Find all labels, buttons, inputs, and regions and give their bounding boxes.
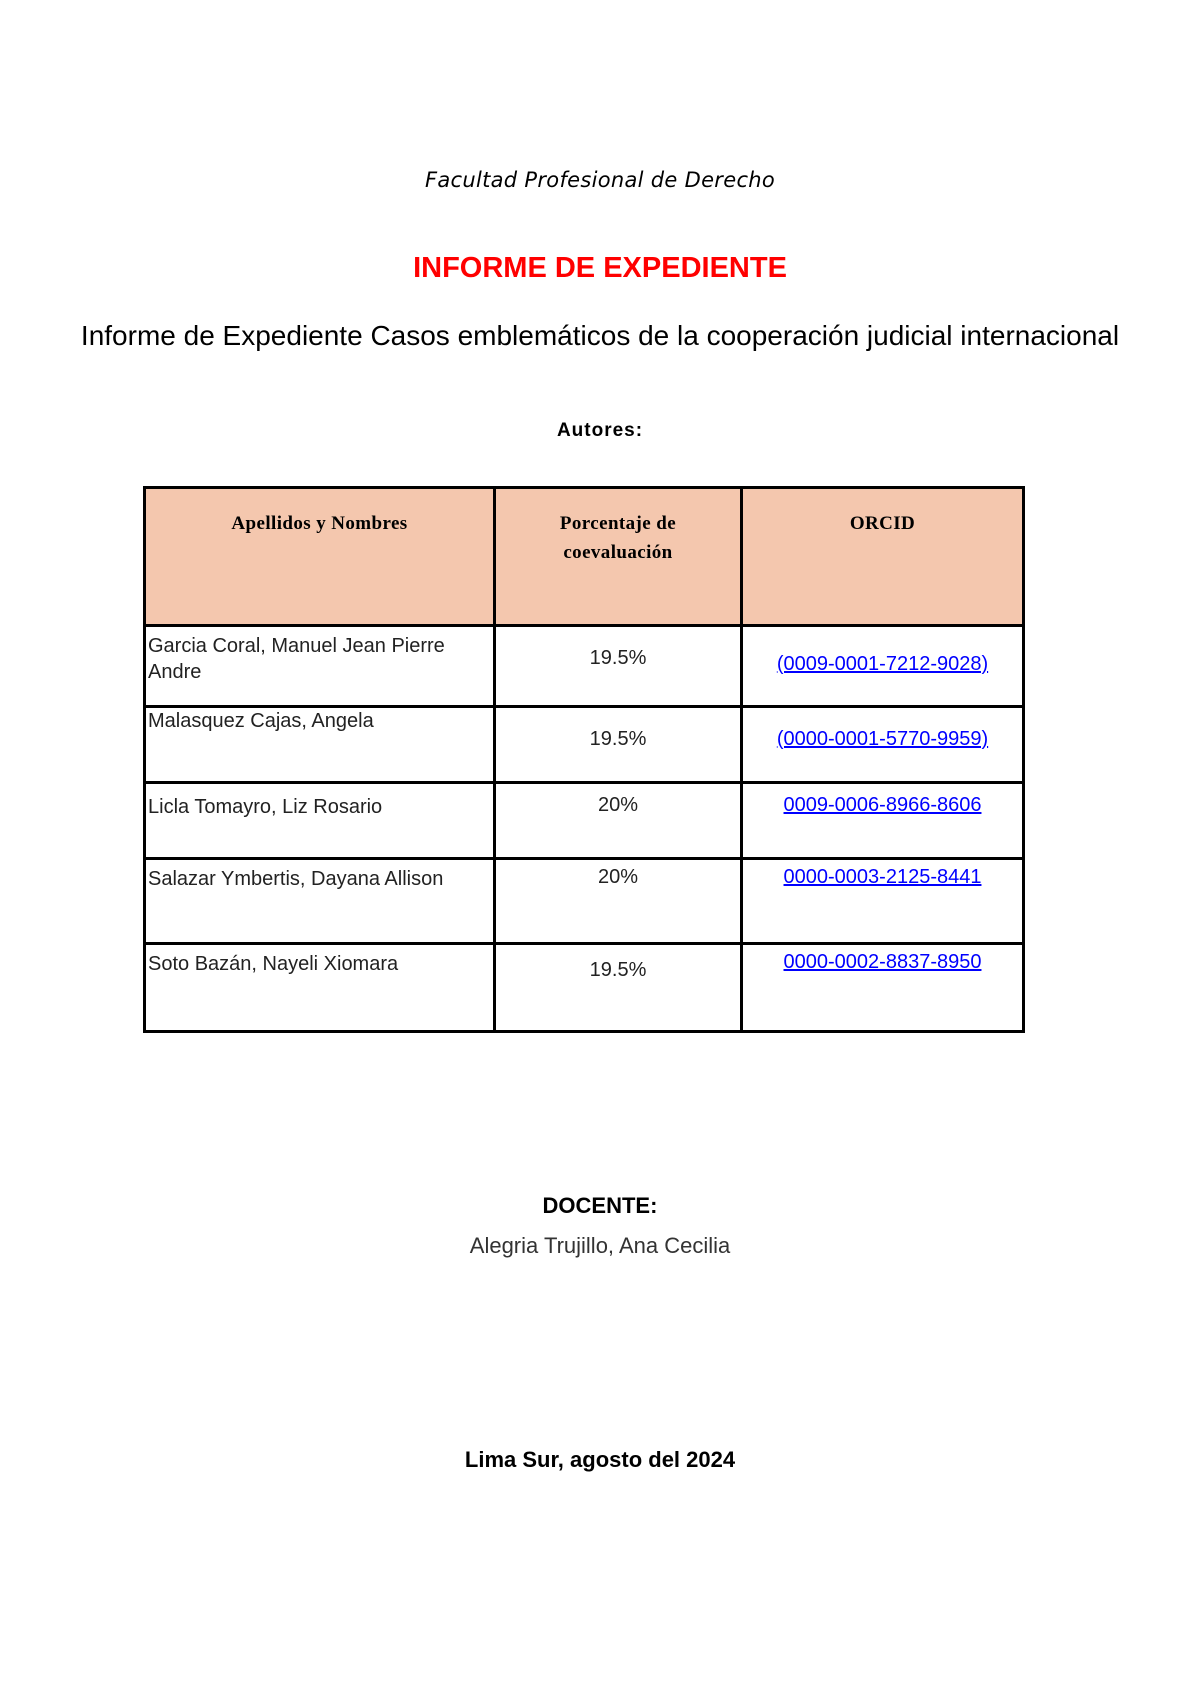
author-percent: 19.5% [496,708,743,784]
orcid-link[interactable]: 0000-0003-2125-8441 [783,866,982,888]
orcid-cell [743,708,1022,784]
column-header-percent [496,489,743,627]
document-subtitle: Informe de Expediente Casos emblemáticos de la cooperación judicial internacional [80,320,1120,351]
column-header-orcid: ORCID [743,489,1022,627]
author-percent: 19.5% [496,627,743,708]
docente-name: Alegria Trujillo, Ana Cecilia [469,1233,731,1258]
orcid-cell [743,860,1022,945]
orcid-link[interactable]: 0009-0006-8966-8606 [783,794,982,816]
table-row [146,860,1022,945]
orcid-link[interactable]: 0000-0002-8837-8950 [783,951,982,973]
document-title: INFORME DE EXPEDIENTE [413,252,787,284]
orcid-link[interactable]: (0000-0001-5770-9959) [776,728,989,750]
author-percent: 20% [496,860,743,945]
orcid-cell [743,945,1022,1030]
table-row [146,627,1022,708]
table-row [146,708,1022,784]
authors-label: Autores: [556,420,644,441]
author-name: Garcia Coral, Manuel Jean Pierre Andre [146,627,496,708]
authors-table [143,486,1025,1033]
author-percent: 20% [496,784,743,860]
author-name: Malasquez Cajas, Angela [146,708,496,784]
author-percent: 19.5% [496,945,743,1030]
faculty-name: Facultad Profesional de Derecho [424,168,776,192]
orcid-cell [743,784,1022,860]
author-name: Licla Tomayro, Liz Rosario [146,784,496,860]
author-name: Soto Bazán, Nayeli Xiomara [146,945,496,1030]
docente-label: DOCENTE: [542,1193,658,1218]
column-header-percent-text: Porcentaje de coevaluación [559,513,677,563]
table-header-row [146,489,1022,627]
place-date: Lima Sur, agosto del 2024 [464,1447,736,1472]
table-row [146,945,1022,1030]
author-name: Salazar Ymbertis, Dayana Allison [146,860,496,945]
orcid-link[interactable]: (0009-0001-7212-9028) [776,653,989,675]
table-row [146,784,1022,860]
column-header-name: Apellidos y Nombres [146,489,496,627]
orcid-cell [743,627,1022,708]
